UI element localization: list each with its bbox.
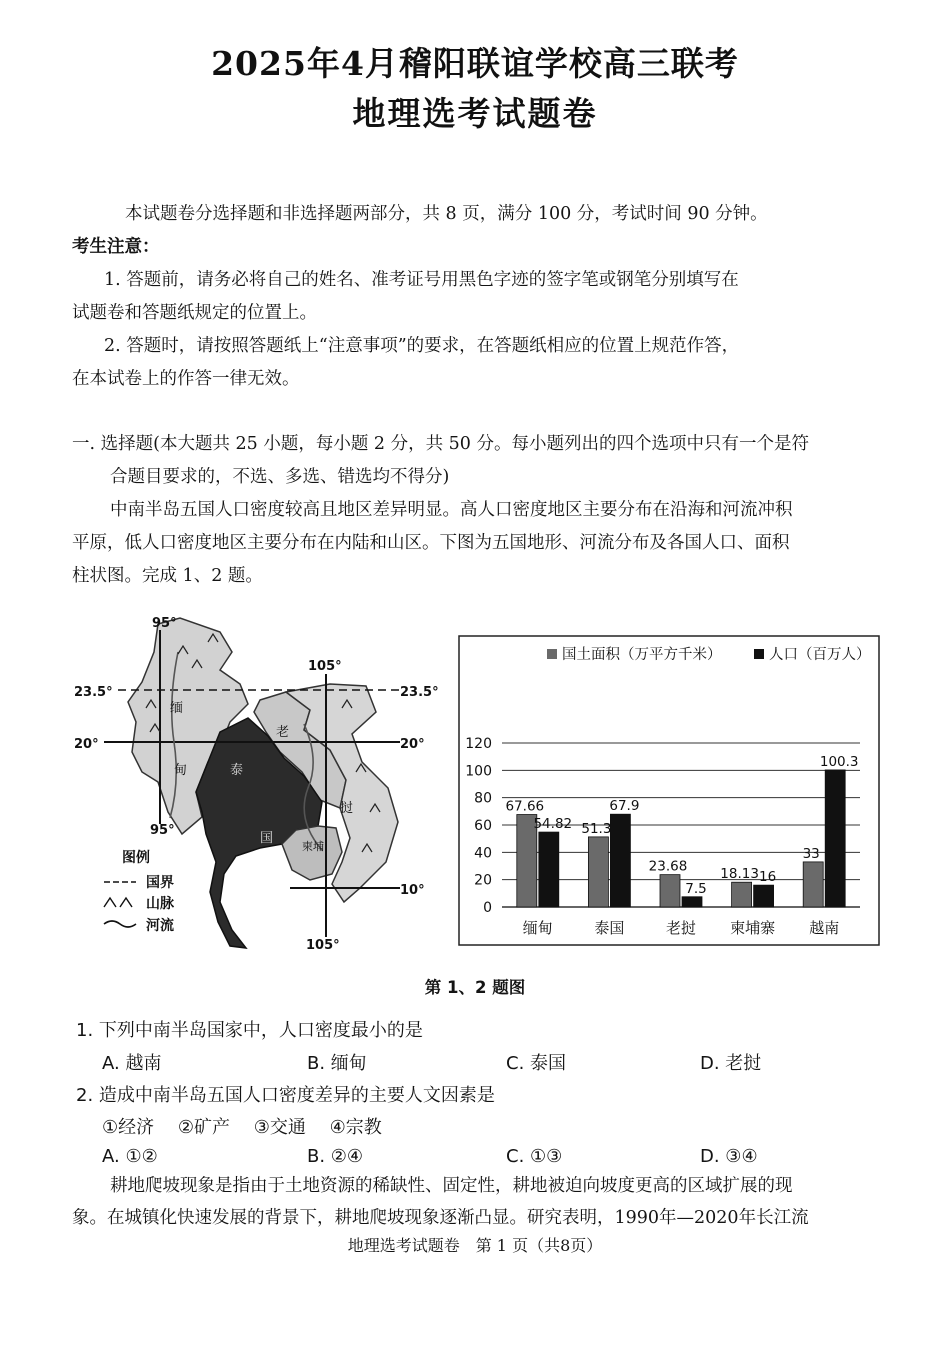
q2-option-c: C. ①③	[506, 1146, 563, 1167]
bar-chart	[458, 635, 880, 947]
map-label-laos-1: 老	[276, 725, 290, 740]
bar-value-label: 100.3	[819, 753, 859, 770]
lat-23-left-label: 23.5°	[74, 685, 113, 700]
q2-factors: ①经济 ②矿产 ③交通 ④宗教	[102, 1117, 382, 1138]
lat-20-left-label: 20°	[74, 737, 99, 752]
y-tick-label: 20	[474, 872, 492, 889]
bar	[732, 882, 752, 907]
bar	[754, 885, 774, 907]
legend-mountain-symbol	[104, 898, 132, 907]
bar	[660, 875, 680, 907]
bar-value-label: 7.5	[685, 880, 707, 897]
page-footer: 地理选考试题卷 第 1 页（共8页）	[347, 1236, 603, 1255]
question-2-stem: 2. 造成中南半岛五国人口密度差异的主要人文因素是	[76, 1085, 495, 1106]
exam-subtitle: 地理选考试题卷	[352, 94, 598, 133]
bar	[610, 814, 630, 907]
lon-95-top-label: 95°	[152, 616, 177, 631]
q2-option-a: A. ①②	[102, 1146, 158, 1167]
map-label-laos-2: 挝	[340, 801, 354, 816]
map-label-thailand-2: 国	[260, 831, 274, 846]
note-2-line-b: 在本试卷上的作答一律无效。	[72, 369, 300, 389]
bar-value-label: 23.68	[648, 858, 688, 875]
bar-value-label: 33	[802, 845, 820, 862]
passage-1-line-a: 中南半岛五国人口密度较高且地区差异明显。高人口密度地区主要分布在沿海和河流冲积	[110, 500, 793, 520]
bar	[539, 832, 559, 907]
y-tick-label: 60	[474, 818, 492, 834]
y-tick-label: 120	[465, 736, 492, 752]
legend-river-label: 河流	[146, 918, 174, 934]
bar-value-label: 67.9	[609, 798, 640, 815]
x-category-label: 越南	[809, 919, 840, 937]
q2-option-b: B. ②④	[307, 1146, 364, 1167]
map-label-myanmar-1: 缅	[170, 701, 184, 716]
legend-area-label: 国土面积（万平方千米）	[562, 647, 722, 663]
map-label-myanmar-2: 甸	[174, 763, 188, 778]
indochina-map	[70, 612, 450, 957]
lon-105-bottom-label: 105°	[306, 938, 340, 953]
bar	[825, 770, 845, 907]
y-tick-label: 80	[474, 790, 492, 807]
q1-option-d: D. 老挝	[700, 1053, 762, 1074]
intro-line: 本试题卷分选择题和非选择题两部分，共 8 页，满分 100 分，考试时间 90 分钟。	[125, 204, 768, 224]
lat-20-right-label: 20°	[400, 737, 425, 752]
passage-1-line-c: 柱状图。完成 1、2 题。	[72, 566, 263, 586]
legend-title: 图例	[122, 850, 150, 866]
bar-value-label: 67.66	[505, 798, 545, 815]
section-heading-a: 一. 选择题(本大题共 25 小题，每小题 2 分，共 50 分。每小题列出的四个选项中只有一个是符	[72, 434, 809, 454]
x-category-label: 泰国	[594, 919, 625, 937]
bar	[803, 862, 823, 907]
bar-value-label: 51.3	[581, 820, 612, 837]
notice-title: 考生注意：	[72, 237, 160, 257]
lat-23-right-label: 23.5°	[400, 685, 439, 700]
exam-title: 2025年4月稽阳联谊学校高三联考	[211, 44, 739, 83]
passage-1-line-b: 平原，低人口密度地区主要分布在内陆和山区。下图为五国地形、河流分布及各国人口、面积	[72, 533, 790, 553]
note-2-line-a: 2. 答题时，请按照答题纸上“注意事项”的要求，在答题纸相应的位置上规范作答，	[104, 336, 740, 356]
x-category-label: 老挝	[665, 919, 697, 937]
map-label-thailand-1: 泰	[230, 763, 244, 778]
legend-river-symbol	[104, 921, 136, 927]
note-1-line-a: 1. 答题前，请务必将自己的姓名、准考证号用黑色字迹的签字笔或钢笔分别填写在	[104, 270, 739, 290]
bar	[682, 897, 702, 907]
question-1-stem: 1. 下列中南半岛国家中，人口密度最小的是	[76, 1020, 423, 1041]
note-1-line-b: 试题卷和答题纸规定的位置上。	[72, 303, 317, 323]
q2-option-d: D. ③④	[700, 1146, 758, 1167]
q1-option-c: C. 泰国	[506, 1053, 567, 1074]
bar-value-label: 16	[759, 869, 777, 886]
section-heading-b: 合题目要求的，不选、多选、错选均不得分)	[110, 467, 450, 487]
x-category-label: 柬埔寨	[730, 919, 776, 937]
q1-option-a: A. 越南	[102, 1053, 162, 1074]
y-tick-label: 100	[465, 763, 492, 780]
legend-population-swatch	[754, 649, 764, 659]
q1-option-b: B. 缅甸	[307, 1053, 367, 1074]
y-tick-label: 40	[474, 845, 492, 862]
x-category-label: 缅甸	[522, 919, 553, 937]
map-label-cambodia: 柬埔	[302, 840, 324, 853]
legend-mountain-label: 山脉	[146, 896, 174, 912]
legend-border-label: 国界	[146, 875, 174, 891]
figure-caption: 第 1、2 题图	[424, 978, 526, 997]
lon-95-bottom-label: 95°	[150, 823, 175, 838]
passage-2-line-b: 象。在城镇化快速发展的背景下，耕地爬坡现象逐渐凸显。研究表明，1990年—2020年长江流	[72, 1208, 809, 1228]
cambodia-shape	[282, 826, 342, 880]
y-tick-label: 0	[483, 900, 492, 916]
legend-population-label: 人口（百万人）	[769, 647, 871, 663]
bar-value-label: 54.82	[533, 816, 573, 833]
legend-area-swatch	[547, 649, 557, 659]
lat-10-right-label: 10°	[400, 883, 425, 898]
passage-2-line-a: 耕地爬坡现象是指由于土地资源的稀缺性、固定性，耕地被迫向坡度更高的区域扩展的现	[110, 1176, 793, 1196]
lon-105-top-label: 105°	[308, 659, 342, 674]
bar-value-label: 18.13	[720, 866, 759, 883]
bar	[588, 837, 608, 907]
